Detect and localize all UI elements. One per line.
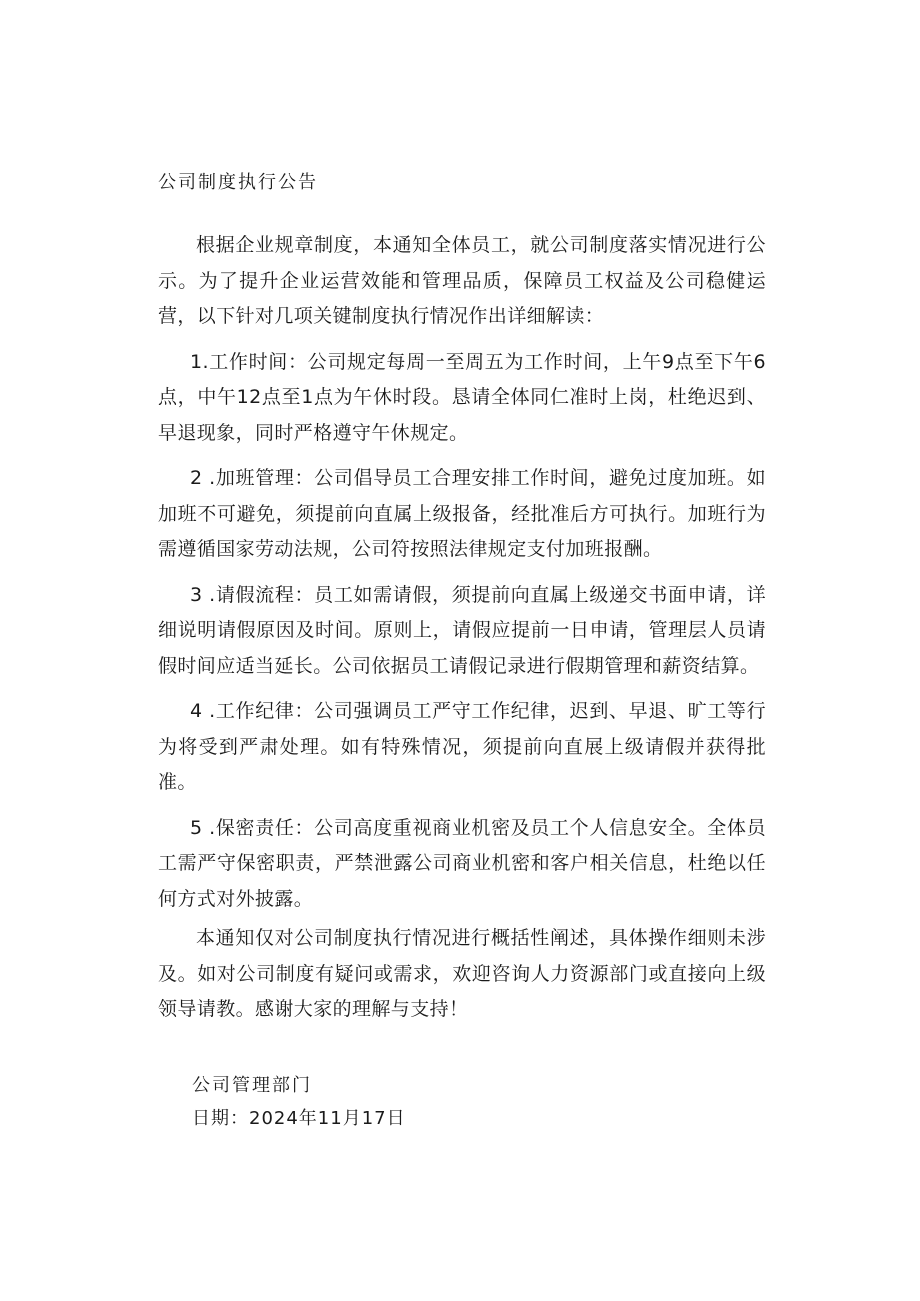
intro-paragraph: 根据企业规章制度，本通知全体员工，就公司制度落实情况进行公示。为了提升企业运营效能和管理品质，保障员工权益及公司稳健运营，以下针对几项关键制度执行情况作出详细解读： [158, 234, 766, 327]
document-body [158, 228, 766, 1028]
rule-item-discipline: 4 .工作纪律：公司强调员工严守工作纪律，迟到、早退、旷工等行为将受到严肃处理。如有特殊情况，须提前向直展上级请假并获得批准。 [158, 700, 766, 793]
issuing-department: 公司管理部门 [192, 1075, 312, 1096]
rule-item-leave: 3 .请假流程：员工如需请假，须提前向直属上级递交书面申请，详细说明请假原因及时间。原则上，请假应提前一日申请，管理层人员请假时间应适当延长。公司依据员工请假记录进行假期管理和薪资结算。 [158, 583, 766, 677]
closing-paragraph: 本通知仅对公司制度执行情况进行概括性阐述，具体操作细则未涉及。如对公司制度有疑问或需求，欢迎咨询人力资源部门或直接向上级领导请教。感谢大家的理解与支持！ [158, 927, 766, 1020]
rule-item-confidentiality: 5 .保密责任：公司高度重视商业机密及员工个人信息安全。全体员工需严守保密职责，严禁泄露公司商业机密和客户相关信息，杜绝以任何方式对外披露。 [158, 816, 766, 910]
document-title: 公司制度执行公告 [158, 172, 318, 193]
rule-item-overtime: 2 .加班管理：公司倡导员工合理安排工作时间，避免过度加班。如加班不可避免，须提前向直属上级报备，经批准后方可执行。加班行为需遵循国家劳动法规，公司符按照法律规定支付加班报酬。 [158, 467, 766, 560]
issue-date: 日期：2024年11月17日 [192, 1108, 406, 1129]
rule-item-work-hours: 1.工作时间：公司规定每周一至周五为工作时间，上午9点至下午6点，中午12点至1点为午休时段。恳请全体同仁准时上岗，杜绝迟到、早退现象，同时严格遵守午休规定。 [158, 350, 766, 444]
